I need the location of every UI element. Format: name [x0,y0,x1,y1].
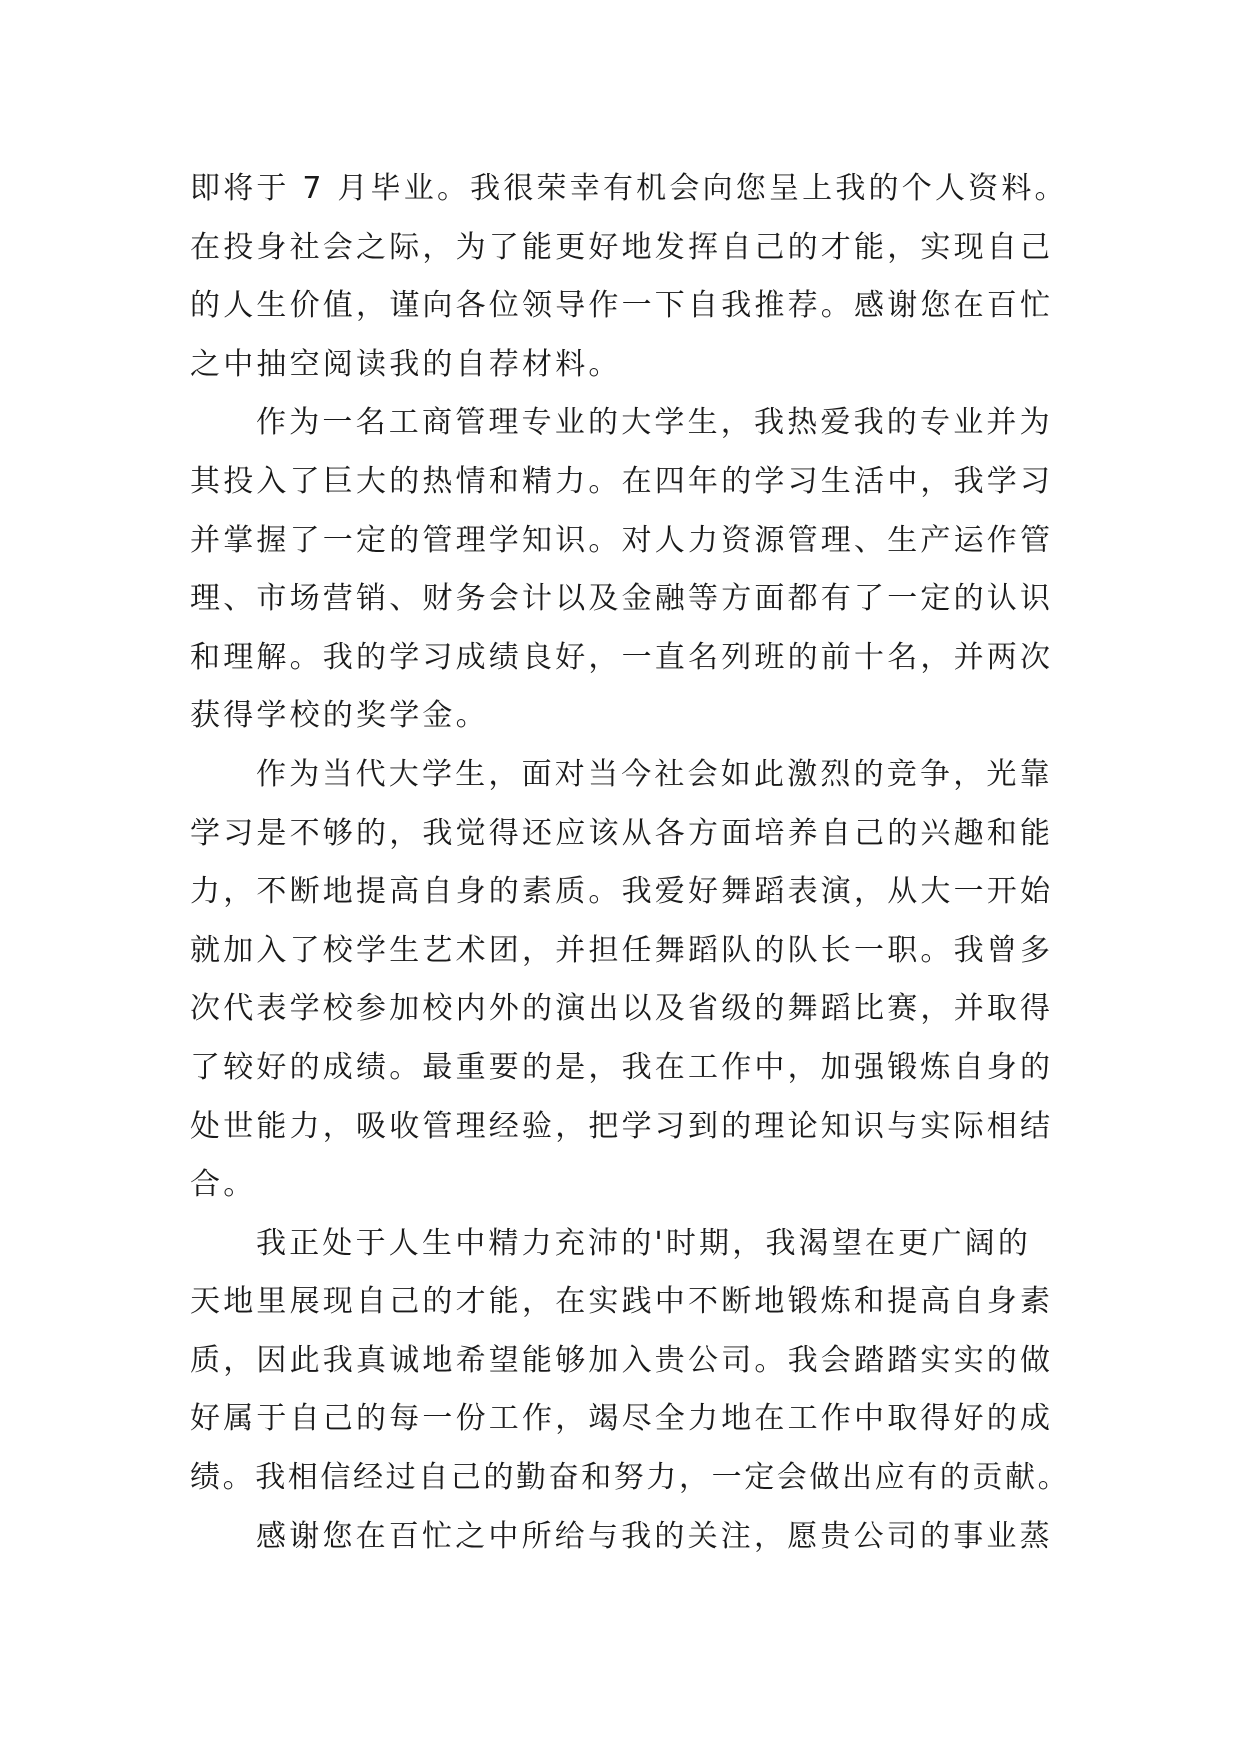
text-line: 学习是不够的，我觉得还应该从各方面培养自己的兴趣和能 [190,815,1054,851]
text-line: 作为当代大学生，面对当今社会如此激烈的竞争，光靠 [256,756,1053,792]
text-line: 和理解。我的学习成绩良好，一直名列班的前十名，并两次 [190,639,1054,675]
text-line: 质，因此我真诚地希望能够加入贵公司。我会踏踏实实的做 [190,1342,1054,1378]
text-line: 就加入了校学生艺术团，并担任舞蹈队的队长一职。我曾多 [190,932,1054,968]
text-line: 获得学校的奖学金。 [190,698,489,734]
text-line: 在投身社会之际，为了能更好地发挥自己的才能，实现自己 [190,229,1054,265]
text-line: 天地里展现自己的才能，在实践中不断地锻炼和提高自身素 [190,1284,1054,1320]
text-line: 即将于 7 月毕业。我很荣幸有机会向您呈上我的个人资料。 [190,171,1068,206]
text-line: 作为一名工商管理专业的大学生，我热爱我的专业并为 [256,405,1053,441]
text-line: 处世能力，吸收管理经验，把学习到的理论知识与实际相结 [190,1108,1054,1144]
text-line: 了较好的成绩。最重要的是，我在工作中，加强锻炼自身的 [190,1049,1054,1085]
document-body [190,160,1070,1566]
text-line: 并掌握了一定的管理学知识。对人力资源管理、生产运作管 [190,522,1054,558]
text-line: 感谢您在百忙之中所给与我的关注，愿贵公司的事业蒸 [256,1518,1053,1554]
text-line: 其投入了巨大的热情和精力。在四年的学习生活中，我学习 [190,463,1054,499]
text-line: 次代表学校参加校内外的演出以及省级的舞蹈比赛，并取得 [190,991,1054,1027]
text-line: 理、市场营销、财务会计以及金融等方面都有了一定的认识 [190,581,1054,617]
text-line: 我正处于人生中精力充沛的'时期，我渴望在更广阔的 [256,1225,1032,1261]
text-line: 之中抽空阅读我的自荐材料。 [190,346,622,382]
text-line: 绩。我相信经过自己的勤奋和努力，一定会做出应有的贡献。 [190,1460,1071,1496]
text-line: 力，不断地提高自身的素质。我爱好舞蹈表演，从大一开始 [190,874,1054,910]
text-line: 好属于自己的每一份工作，竭尽全力地在工作中取得好的成 [190,1401,1054,1437]
text-line: 的人生价值，谨向各位领导作一下自我推荐。感谢您在百忙 [190,288,1054,324]
text-line: 合。 [190,1167,257,1203]
